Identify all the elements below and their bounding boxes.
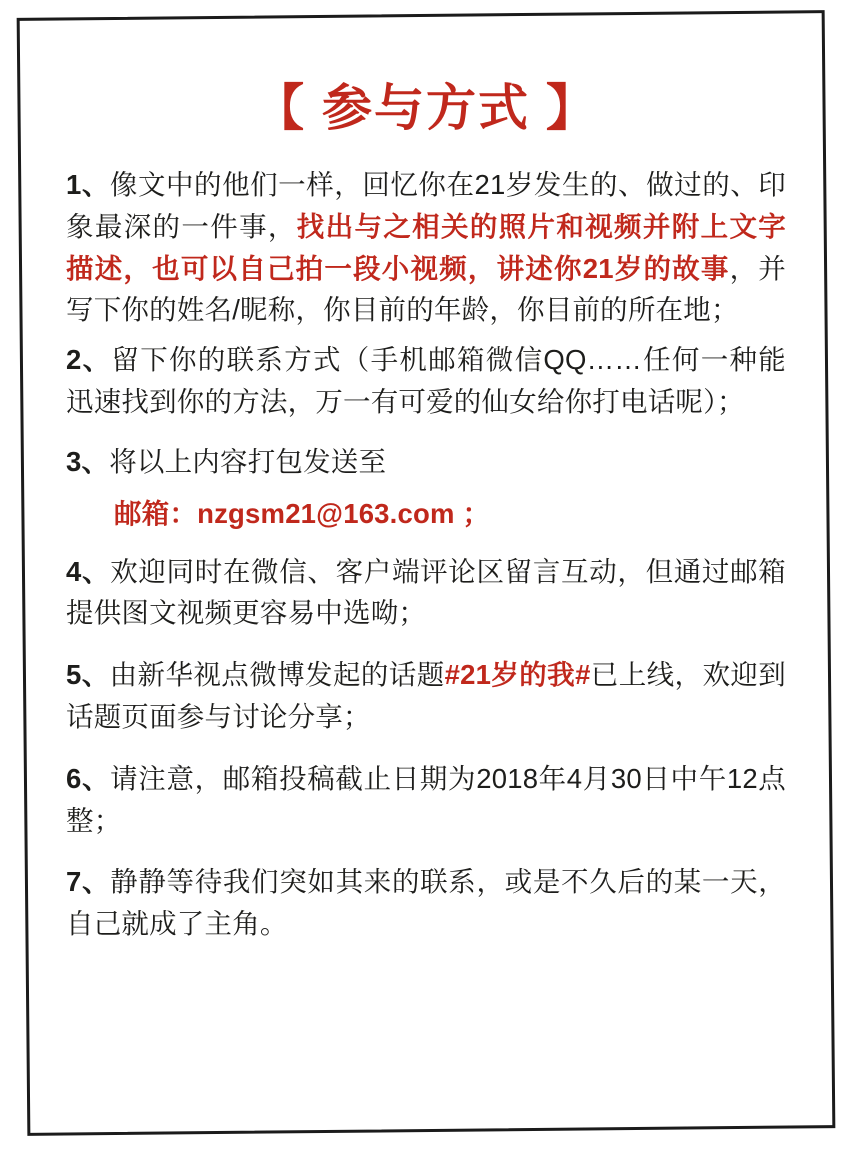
item-2-number: 2、 — [66, 344, 112, 376]
submission-email[interactable]: 邮箱：nzgsm21@163.com ； — [114, 497, 491, 529]
item-5-text-black-2: 已上线，欢迎到话题页面参与讨论分享； — [66, 659, 787, 732]
item-7-number: 7、 — [66, 866, 111, 898]
item-5-text-black-1: 由新华视点微博发起的话题 — [109, 659, 445, 691]
item-3-text: 将以上内容打包发送至 — [109, 445, 387, 477]
item-1-text-red: 找出与之相关的照片和视频并附上文字描述，也可以自己拍一段小视频，讲述你21岁的故事 — [66, 210, 786, 284]
item-6-number: 6、 — [66, 762, 111, 794]
item-1-text-black-2: ，并写下你的姓名/昵称，你目前的年龄，你目前的所在地； — [66, 252, 787, 326]
item-2-text: 留下你的联系方式（手机邮箱微信QQ……任何一种能迅速找到你的方法，万一有可爱的仙女给你打电话呢）； — [66, 344, 786, 417]
item-1-text-black-1: 像文中的他们一样，回忆你在21岁发生的、做过的、印象最深的一件事， — [66, 169, 786, 242]
item-5-topic-hashtag[interactable]: #21岁的我# — [444, 659, 591, 691]
list-item-4 — [66, 551, 786, 635]
item-4-text: 欢迎同时在微信、客户端评论区留言互动，但通过邮箱提供图文视频更容易中选呦； — [66, 555, 786, 629]
list-item-1 — [66, 164, 786, 331]
page-title: 【 参与方式 】 — [254, 80, 598, 136]
list-item-5 — [66, 654, 786, 738]
list-item-6 — [66, 758, 786, 842]
list-item-2 — [66, 339, 786, 423]
list-item-7 — [66, 861, 786, 945]
item-6-text: 请注意，邮箱投稿截止日期为2018年4月30日中午12点整； — [66, 762, 786, 836]
list-item-3 — [66, 441, 786, 483]
item-5-number: 5、 — [66, 659, 110, 691]
item-1-number: 1、 — [66, 169, 110, 200]
item-7-text: 静静等待我们突如其来的联系，或是不久后的某一天，自己就成了主角。 — [66, 866, 786, 940]
item-3-number: 3、 — [66, 445, 110, 477]
item-4-number: 4、 — [66, 555, 111, 587]
